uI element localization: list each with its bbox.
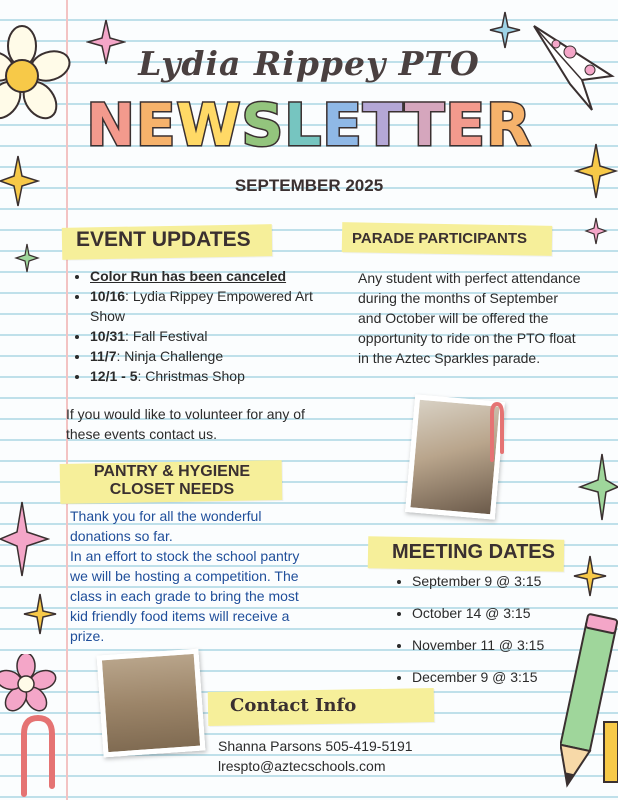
parade-body: Any student with perfect attendance during the months of September and October will be offered the opportunity to ride on the PTO float in the Aztec Sparkles parade. — [358, 270, 581, 366]
sparkle-green-icon — [14, 242, 40, 274]
sparkle-pink-icon — [0, 500, 50, 578]
newsletter-title — [0, 91, 618, 159]
sparkle-pink-icon — [584, 216, 608, 246]
school-name: Lydia Rippey PTO — [138, 44, 480, 83]
pantry-heading-line2: CLOSET NEEDS — [109, 481, 235, 498]
pantry-body: Thank you for all the wonderful donations so far. In an effort to stock the school pantry we will be hosting a competition. The class in each grade to bring the most kid friendly food items will receive a prize. — [70, 508, 300, 644]
event-item: • 11/7: Ninja Challenge — [90, 346, 350, 366]
contact-heading: Contact Info — [230, 695, 357, 716]
title-letter: E — [135, 91, 177, 159]
title-letter: E — [322, 91, 363, 159]
event-item: • 10/16: Lydia Rippey Empowered Art Show — [90, 286, 350, 326]
contact-email: lrespto@aztecschools.com — [218, 758, 386, 774]
event-item: • 12/1 - 5: Christmas Shop — [90, 366, 350, 386]
parade-heading: PARADE PARTICIPANTS — [352, 230, 528, 247]
volunteer-text: If you would like to volunteer for any of these events contact us. — [66, 406, 305, 442]
title-letter: L — [284, 91, 323, 159]
sparkle-gold-icon — [22, 592, 58, 636]
pantry-heading-line1: PANTRY & HYGIENE — [93, 463, 251, 480]
event-item: • 10/31: Fall Festival — [90, 326, 350, 346]
meeting-date: • November 11 @ 3:15 — [412, 637, 612, 669]
title-letter: R — [485, 91, 532, 159]
title-letter: S — [241, 91, 285, 159]
title-letter: T — [404, 91, 446, 159]
event-updates-heading: EVENT UPDATES — [76, 228, 251, 251]
meeting-date: • September 9 @ 3:15 — [412, 573, 612, 605]
title-letter: W — [176, 91, 242, 159]
meeting-heading: MEETING DATES — [392, 541, 555, 563]
paper-clip-icon — [0, 654, 64, 800]
sparkle-green-icon — [576, 452, 618, 522]
contact-name-phone: Shanna Parsons 505-419-5191 — [218, 738, 413, 754]
meeting-list — [396, 573, 612, 701]
paper-clip-icon — [486, 400, 508, 464]
title-letter: E — [445, 91, 486, 159]
event-item: • Color Run has been canceled — [90, 266, 350, 286]
meeting-date: • October 14 @ 3:15 — [412, 605, 612, 637]
meeting-date: • December 9 @ 3:15 — [412, 669, 612, 701]
title-letter: N — [86, 91, 136, 159]
event-list — [74, 266, 350, 386]
title-letter: T — [362, 91, 405, 159]
newsletter-date: SEPTEMBER 2025 — [234, 176, 384, 195]
student-swing-photo — [97, 649, 206, 758]
